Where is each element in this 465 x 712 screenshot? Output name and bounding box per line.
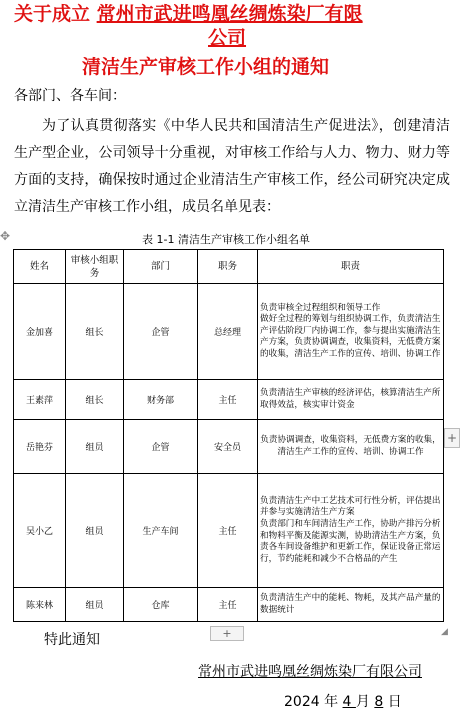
cell-role: 组长 [66, 284, 124, 380]
cell-dept: 财务部 [124, 380, 198, 420]
header-duties: 职责 [258, 250, 444, 284]
header-team-role: 审核小组职务 [66, 250, 124, 284]
salutation: 各部门、各车间： [14, 88, 126, 104]
date-year: 2024 [284, 694, 320, 710]
table-caption: 表 1-1 清洁生产审核工作小组名单 [142, 233, 310, 246]
cell-name: 岳艳芬 [14, 420, 66, 474]
signature-company: 常州市武进鸣凰丝绸炼染厂有限公司 [198, 664, 422, 680]
duty-line: 负责部门和车间清洁生产工作，协助产排污分析和物料平衡及能源实测，协助清洁生产方案，负责各车间设备维护和更新工作，保证设备正常运行，节约能耗和减少不合格品的产生 [260, 518, 441, 564]
date-year-suffix: 年 [319, 694, 343, 710]
cell-name: 王素萍 [14, 380, 66, 420]
table-row [14, 380, 444, 420]
cell-duties [258, 380, 444, 420]
cell-position: 安全员 [198, 420, 258, 474]
duty-line: 负责清洁生产中工艺技术可行性分析，评估提出并参与实施清洁生产方案 [260, 495, 441, 518]
notice-body: 为了认真贯彻落实《中华人民共和国清洁生产促进法》，创建清洁生产型企业，公司领导十分重视，对审核工作给与人力、物力、财力等方面的支持，确保按时通过企业清洁生产审核工作，经公司研究决定成立清洁生产审核工作小组，成员名单见表： [14, 118, 450, 215]
cell-position: 主任 [198, 380, 258, 420]
header-name: 姓名 [14, 250, 66, 284]
header-department: 部门 [124, 250, 198, 284]
duty-line: 负责清洁生产中的能耗、物耗，及其产品产量的数据统计 [260, 592, 441, 615]
title-prefix: 关于成立 [14, 3, 97, 25]
closing-text: 特此通知 [44, 632, 100, 648]
members-table [13, 249, 444, 622]
date-month: 4 [342, 694, 356, 710]
title-company-part2: 公司 [208, 27, 247, 49]
cell-role: 组员 [66, 420, 124, 474]
notice-subject: 清洁生产审核工作小组的通知 [82, 56, 330, 78]
table-header-row [14, 250, 444, 284]
date-day-suffix: 日 [383, 694, 402, 710]
add-column-plus-icon[interactable]: + [444, 428, 460, 448]
duty-line: 做好全过程的筹划与组织协调工作，负责清洁生产评估阶段厂内协调工作，参与提出实施清洁生产方案，负责协调调查，收集资料，无低费方案的收集，清洁生产工作的宣传、培训、协调工作 [260, 314, 441, 359]
cell-duties [258, 588, 444, 622]
table-row [14, 474, 444, 588]
table-row [14, 588, 444, 622]
cell-role: 组员 [66, 474, 124, 588]
date-month-suffix: 月 [355, 694, 375, 710]
cell-duties [258, 420, 444, 474]
cell-position: 总经理 [198, 284, 258, 380]
cell-role: 组员 [66, 588, 124, 622]
notice-date [284, 693, 402, 711]
cell-duties [258, 474, 444, 588]
table-row [14, 284, 444, 380]
resize-handle-icon[interactable]: ◢ [441, 627, 448, 637]
add-row-plus-icon[interactable]: + [210, 626, 244, 641]
duty-line: 负责清洁生产审核的经济评估，核算清洁生产所取得效益，核实审计资金 [260, 387, 441, 410]
cell-name: 陈来林 [14, 588, 66, 622]
move-handle-icon[interactable]: ✥ [0, 229, 11, 243]
notice-title-line1 [14, 3, 454, 25]
cell-dept: 生产车间 [124, 474, 198, 588]
table-row [14, 420, 444, 474]
duty-line: 负责审核全过程组织和领导工作 [260, 302, 381, 313]
header-position: 职务 [198, 250, 258, 284]
cell-role: 组长 [66, 380, 124, 420]
date-day: 8 [374, 694, 384, 710]
cell-position: 主任 [198, 588, 258, 622]
title-company-part1: 常州市武进鸣凰丝绸炼染厂有限 [96, 3, 363, 25]
cell-name: 吴小乙 [14, 474, 66, 588]
cell-dept: 企管 [124, 284, 198, 380]
cell-name: 金加喜 [14, 284, 66, 380]
duty-line: 负责协调调查，收集资料，无低费方案的收集，清洁生产工作的宣传、培训、协调工作 [260, 434, 441, 457]
cell-duties [258, 284, 444, 380]
cell-dept: 企管 [124, 420, 198, 474]
cell-dept: 仓库 [124, 588, 198, 622]
cell-position: 主任 [198, 474, 258, 588]
